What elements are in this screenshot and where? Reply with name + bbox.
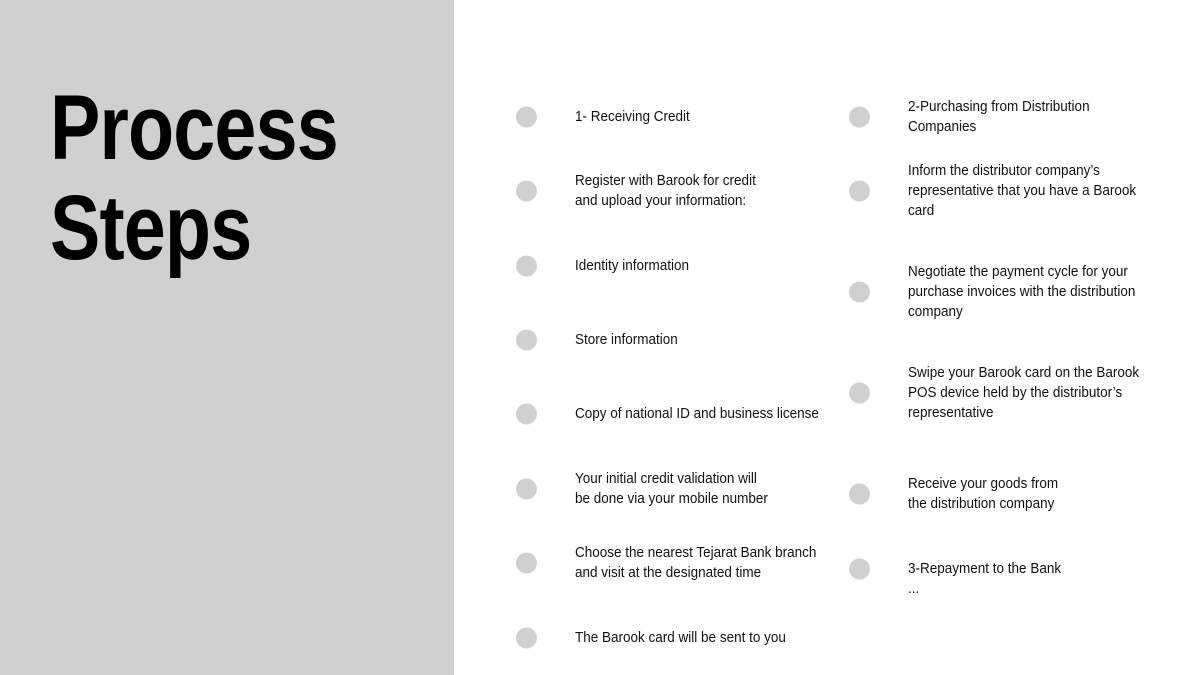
bullet-circle-icon [849, 282, 870, 303]
bullet-circle-icon [516, 479, 537, 500]
title-line-1: Process [50, 77, 338, 179]
step-item [516, 97, 836, 137]
bullet-circle-icon [849, 383, 870, 404]
title-panel [0, 0, 454, 675]
step-text: Receive your goods from the distribution company [908, 475, 1059, 512]
step-item [849, 263, 1169, 320]
step-item [516, 543, 836, 583]
bullet-circle-icon [516, 628, 537, 649]
bullet-circle-icon [516, 553, 537, 574]
step-item [516, 394, 836, 434]
step-item [516, 618, 836, 658]
bullet-circle-icon [516, 330, 537, 351]
step-item [849, 549, 1169, 597]
step-text: Your initial credit validation will be done via your mobile number [575, 470, 768, 507]
bullet-circle-icon [849, 181, 870, 202]
bullet-circle-icon [516, 107, 537, 128]
title-line-2: Steps [50, 177, 252, 279]
step-text: Copy of national ID and business license [575, 405, 819, 422]
step-text: Store information [575, 331, 678, 348]
page-title [50, 78, 338, 278]
bullet-circle-icon [516, 256, 537, 277]
step-text: Inform the distributor company’s representative that you have a Barook card [908, 162, 1137, 219]
step-text: 1- Receiving Credit [575, 108, 690, 125]
bullet-circle-icon [849, 559, 870, 580]
step-item [849, 364, 1169, 421]
step-item [849, 97, 1169, 137]
step-item [516, 469, 836, 509]
step-item [516, 320, 836, 360]
step-item [516, 246, 836, 286]
step-item [516, 171, 836, 211]
step-item [849, 162, 1169, 219]
bullet-circle-icon [849, 107, 870, 128]
step-text: Identity information [575, 257, 690, 274]
step-text: Choose the nearest Tejarat Bank branch and visit at the designated time [575, 544, 817, 581]
step-text: 3-Repayment to the Bank ... [908, 560, 1062, 597]
step-text: Register with Barook for credit and upload your information: [575, 172, 756, 209]
step-text: 2-Purchasing from Distribution Companies [908, 98, 1090, 135]
bullet-circle-icon [849, 484, 870, 505]
step-text: Negotiate the payment cycle for your purchase invoices with the distribution company [908, 263, 1136, 320]
step-text: The Barook card will be sent to you [575, 629, 786, 646]
bullet-circle-icon [516, 181, 537, 202]
step-item [849, 474, 1169, 514]
step-text: Swipe your Barook card on the Barook POS device held by the distributor’s representative [908, 364, 1140, 421]
bullet-circle-icon [516, 404, 537, 425]
